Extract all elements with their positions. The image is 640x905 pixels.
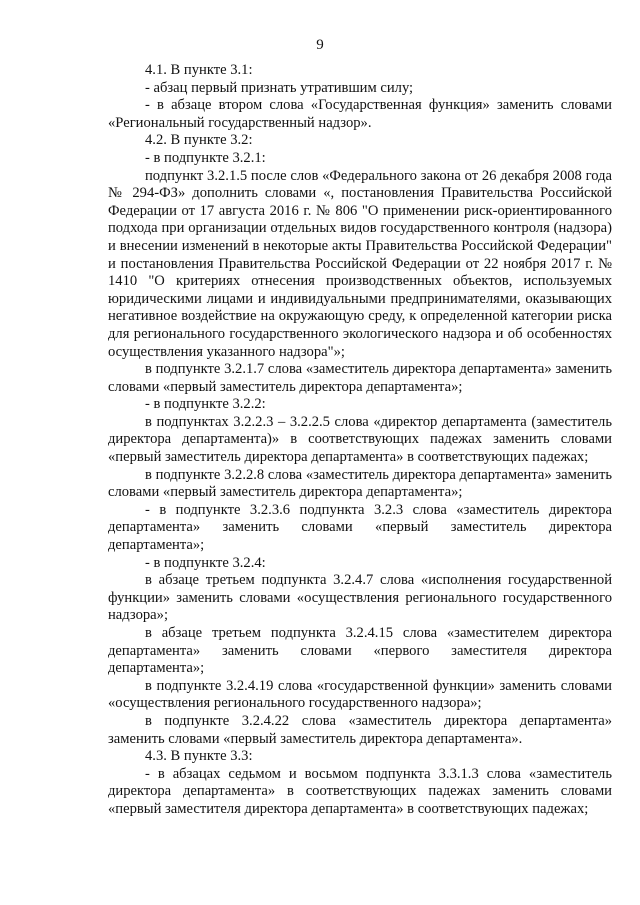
paragraph-item: - в подпункте 3.2.4: bbox=[145, 554, 266, 571]
paragraph-item: в подпунктах 3.2.2.3 – 3.2.2.5 слова «директор департамента (заместитель директора департамента)» в соответствующих падежах заменить словами «первый заместитель директора департамента» в соответствующих падежах; bbox=[108, 413, 612, 466]
paragraph-item: в подпункте 3.2.4.19 слова «государственной функции» заменить словами «осуществления регионального государственного надзора»; bbox=[108, 677, 612, 712]
paragraph-item: в абзаце третьем подпункта 3.2.4.7 слова «исполнения государственной функции» заменить словами «осуществления регионального государственного надзора»; bbox=[108, 572, 612, 624]
page-number: 9 bbox=[316, 37, 324, 53]
paragraph-4-2: 4.2. В пункте 3.2: bbox=[145, 132, 253, 149]
paragraph-item: - абзац первый признать утратившим силу; bbox=[145, 79, 414, 96]
paragraph-4-3: 4.3. В пункте 3.3: bbox=[145, 748, 253, 765]
paragraph-item: в подпункте 3.2.1.7 слова «заместитель директора департамента» заменить словами «первый заместитель директора департамента»; bbox=[108, 361, 612, 395]
paragraph-item: - в подпункте 3.2.1: bbox=[145, 149, 266, 166]
paragraph-item: подпункт 3.2.1.5 после слов «Федерального закона от 26 декабря 2008 года № 294-ФЗ» дополнить словами «, постановления Правительства Российской Федерации от 17 августа 2016 г. № 806 "О применении риск-ориентированного подхода при организации отдельных видов государственного контроля (надзора) и внесении изменений в некоторые акты Правительства Российской Федерации" и постановления Правительства Российской Федерации от 22 ноября 2017 г. № 1410 "О критериях отнесения производственных объектов, используемых юридическими лицами и индивидуальными предпринимателями, оказывающих негативное воздействие на окружающую среду, к определенной категории риска для регионального государственного экологического надзора и об особенностях осуществления указанного надзора"»; bbox=[108, 167, 612, 360]
paragraph-item: - в подпункте 3.2.3.6 подпункта 3.2.3 слова «заместитель директора департамента» заменить словами «первый заместитель директора департамента»; bbox=[108, 501, 612, 554]
document-body bbox=[108, 62, 612, 819]
paragraph-item: - в абзацах седьмом и восьмом подпункта 3.3.1.3 слова «заместитель директора департамента» в соответствующих падежах заменить словами «первый заместителя директора департамента» в соответствующих падежах; bbox=[108, 765, 612, 817]
paragraph-item: в абзаце третьем подпункта 3.2.4.15 слова «заместителем директора департамента» заменить словами «первого заместителя директора департамента»; bbox=[108, 625, 612, 677]
paragraph-item: в подпункте 3.2.4.22 слова «заместитель директора департамента» заменить словами «первый заместитель директора департамента». bbox=[108, 712, 612, 747]
paragraph-item: - в подпункте 3.2.2: bbox=[145, 396, 266, 413]
paragraph-item: - в абзаце втором слова «Государственная функция» заменить словами «Региональный государственный надзор». bbox=[108, 97, 612, 131]
paragraph-4-1: 4.1. В пункте 3.1: bbox=[145, 62, 253, 78]
paragraph-item: в подпункте 3.2.2.8 слова «заместитель директора департамента» заменить словами «первый заместитель директора департамента»; bbox=[108, 466, 612, 501]
